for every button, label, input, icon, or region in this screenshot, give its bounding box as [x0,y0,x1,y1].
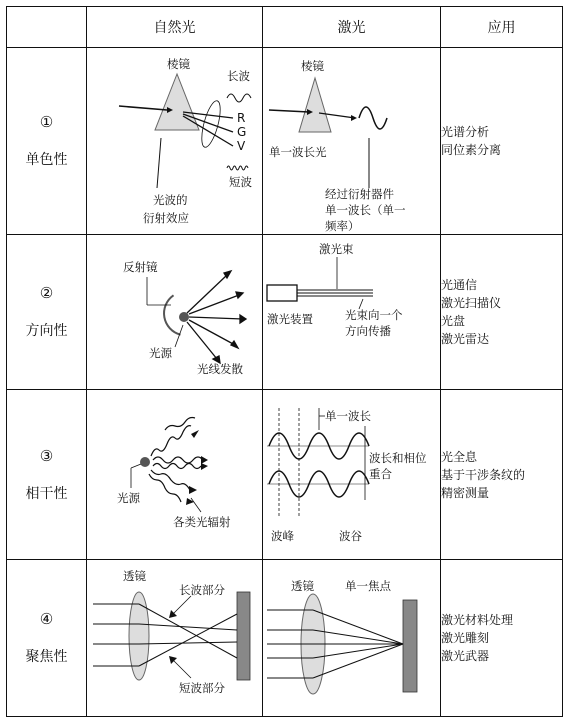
laser-device-box [267,285,297,301]
single-focus-diagram [263,560,441,717]
laser-figure-cell [263,235,441,390]
natural-figure-cell [87,48,263,235]
application-item: 激光扫描仪 [441,296,502,310]
application-cell [441,235,563,390]
light-divergence-diagram [87,235,263,390]
exit-arrowhead [351,115,357,121]
light-source-dot [179,312,189,322]
row-number: ② [39,284,54,302]
property-name: 聚焦性 [25,649,68,665]
note-line1: 经过衍射器件 [325,187,394,201]
source-label: 光源 [117,491,140,505]
property-cell [7,235,87,390]
prism-dispersion-diagram [87,48,263,235]
long-part-label: 长波部分 [179,583,225,597]
row-monochromaticity [7,48,563,235]
application-item: 激光材料处理 [441,613,514,627]
application-item: 光谱分析 [441,125,490,139]
diverging-rays [187,271,246,363]
wave-arrowheads [186,430,208,505]
laser-beam-diagram [263,235,441,390]
note-line3: 频率） [325,219,360,233]
device-label: 激光装置 [267,312,313,326]
row-number: ① [39,113,54,131]
comparison-table [6,6,562,715]
trough-label: 波谷 [339,529,362,543]
wavelength-label: 单一波长 [325,409,371,423]
row-number: ③ [39,446,54,465]
property-name: 方向性 [25,323,68,339]
r-label: R [237,111,246,125]
lens-label: 透镜 [291,579,314,593]
application-item: 同位素分离 [441,143,502,157]
light-rays [267,610,403,678]
header-laser: 激光 [263,7,441,48]
short-part-label: 短波部分 [179,681,225,695]
property-name: 单色性 [25,152,68,168]
focus-label: 单一焦点 [345,579,391,593]
ray-violet [183,116,233,146]
effect-leader-line [157,138,161,188]
incoherent-radiation-diagram [87,390,263,560]
mirror-arc [161,295,181,337]
grid [6,6,563,717]
phase-note-line2: 重合 [369,467,392,481]
effect-label-line2: 衍射效应 [143,211,189,225]
prism-label: 棱镜 [167,57,190,71]
property-cell [7,560,87,717]
natural-figure-cell [87,390,263,560]
application-item: 光盘 [441,314,466,328]
short-part-leader [173,660,191,678]
natural-figure-cell [87,560,263,717]
application-item: 基于干涉条纹的 [441,467,526,482]
long-part-leader [173,596,191,614]
beam-label: 激光束 [319,242,354,256]
screen-plate [237,592,250,680]
note-line2: 单一波长（单一 [325,203,406,217]
row-focusability [7,560,563,717]
diverge-label: 光线发散 [197,362,243,376]
application-item: 激光武器 [441,649,490,663]
source-label: 光源 [149,346,172,360]
prism-label: 棱镜 [301,59,324,73]
header-property [7,7,87,48]
g-label: G [237,125,247,139]
application-item: 精密测量 [441,485,490,500]
application-item: 激光雷达 [441,332,490,346]
laser-prism-diagram [263,48,441,235]
light-rays [93,604,237,666]
application-item: 光全息 [441,449,478,464]
coherent-wave-diagram [263,390,441,560]
phase-note-line1: 波长和相位 [369,451,427,465]
property-cell [7,390,87,560]
property-cell [7,48,87,235]
application-cell [441,48,563,235]
direction-note-line2: 方向传播 [345,324,391,338]
incident-ray [269,110,309,112]
lens-shape [129,592,149,680]
lens-label: 透镜 [123,569,146,583]
row-number: ④ [39,610,54,628]
laser-figure-cell [263,48,441,235]
v-label: V [237,139,246,153]
direction-note-line1: 光束向一个 [345,308,403,322]
long-wave-symbol [227,94,251,102]
light-source-dot [140,457,150,467]
application-cell [441,390,563,560]
source-leader [175,325,183,347]
screen-plate [403,600,417,692]
header-application: 应用 [441,7,563,48]
application-item: 激光雕刻 [441,631,490,645]
chromatic-focus-diagram [87,560,263,717]
row-directionality [7,235,563,390]
radiation-label: 各类光辐射 [173,515,231,529]
crest-label: 波峰 [271,529,294,543]
laser-figure-cell [263,560,441,717]
header-natural-light: 自然光 [87,7,263,48]
application-item: 光通信 [441,278,478,292]
laser-figure-cell [263,390,441,560]
application-cell [441,560,563,717]
short-wave-label: 短波 [229,175,252,189]
property-name: 相干性 [25,485,68,502]
natural-figure-cell [87,235,263,390]
radiation-leader [191,498,201,512]
incident-ray [119,106,167,110]
effect-label-line1: 光波的 [153,193,188,207]
mirror-label: 反射镜 [123,260,158,274]
short-wave-symbol [227,166,248,170]
row-coherence [7,390,563,560]
single-light-label: 单一波长光 [269,145,327,159]
single-wave [359,107,387,129]
header-row [7,7,563,48]
long-wave-label: 长波 [227,69,250,83]
prism-shape [299,78,331,132]
